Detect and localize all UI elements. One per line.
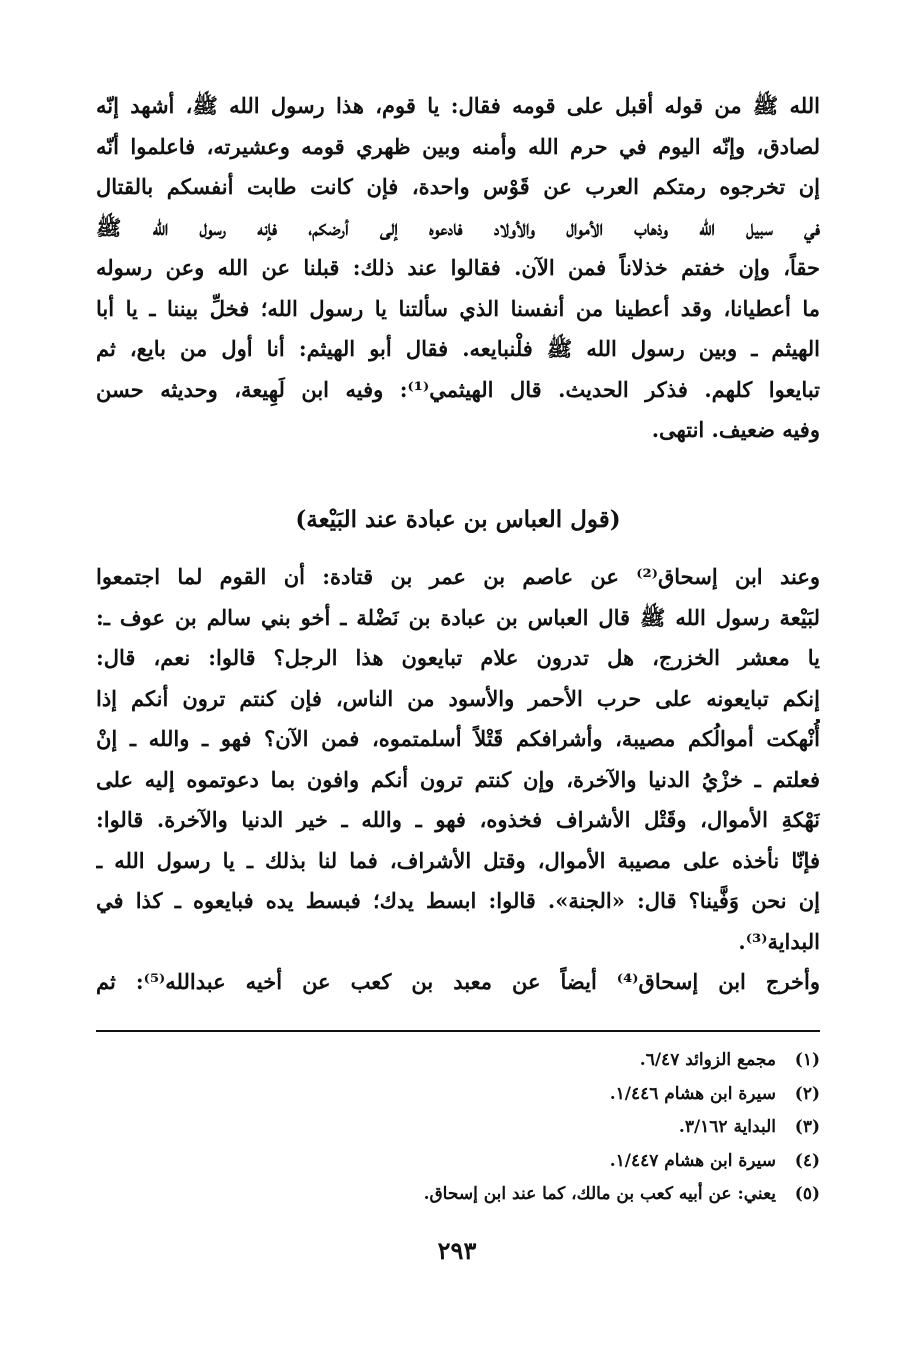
paragraph-2 <box>96 557 820 1003</box>
text-line: وفيه ضعيف. انتهى. <box>651 417 820 442</box>
text-line: تبايعوا كلهم. فذكر الحديث. قال الهيثمي⁽¹⁾: وفيه ابن لَهِيعة، وحديثه حسن <box>96 376 820 402</box>
text-line: في سبيل الله وذهاب الأموال والأولاد فادعوه إلى أرضكم، فإنه رسول الله ﷺ <box>96 214 820 240</box>
page-number: ٢٩٣ <box>437 1236 477 1265</box>
footnote-text: سيرة ابن هشام ١/٤٤٦. <box>609 1083 776 1104</box>
footnote-text: البداية ٣/١٦٢. <box>678 1117 776 1137</box>
text-line: فعلتم ـ خزْيُ الدنيا والآخرة، وإن كنتم ترون أنكم وافون بما دعوتموه إليه على <box>96 766 820 792</box>
footnote-text: مجمع الزوائد ٦/٤٧. <box>639 1050 776 1070</box>
footnote-number: (٥) <box>794 1184 820 1204</box>
text-line: فإنّا نأخذه على مصيبة الأموال، وقتل الأشراف، فما لنا بذلك ـ يا رسول الله ـ <box>96 847 820 873</box>
text-line: وعند ابن إسحاق⁽²⁾ عن عاصم بن عمر بن قتادة: أن القوم لما اجتمعوا <box>96 564 820 589</box>
footnote-item <box>96 1044 820 1078</box>
footnote-item <box>96 1111 820 1145</box>
text-line: حقاً، وإن خفتم خذلاناً فمن الآن. فقالوا عند ذلك: قبلنا عن الله وعن رسوله <box>96 255 820 280</box>
footnote-number: (٢) <box>794 1083 820 1104</box>
text-line: الهيثم ـ وبين رسول الله ﷺ فلْنبايعه. فقال أبو الهيثم: أنا أول من بايع، ثم <box>96 336 820 361</box>
text-line: أُنْهكت أموالُكم مصيبة، وأشرافكم قَتْلاً أسلمتموه، فمن الآن؟ فهو ـ والله ـ إنْ <box>96 726 820 751</box>
text-line: إن نحن وَفَّينا؟ قال: «الجنة». قالوا: ابسط يدك؛ فبسط يده فبايعوه ـ كذا في <box>96 888 820 913</box>
paragraph-1 <box>96 86 820 451</box>
footnote-item <box>96 1178 820 1212</box>
footnote-text: يعني: عن أبيه كعب بن مالك، كما عند ابن إسحاق. <box>423 1184 776 1204</box>
section-heading: (قول العباس بن عبادة عند البَيْعة) <box>295 506 621 533</box>
footnote-item <box>96 1078 820 1112</box>
text-line: البداية⁽³⁾. <box>738 928 820 954</box>
text-line: يا معشر الخزرج، هل تدرون علام تبايعون هذا الرجل؟ قالوا: نعم، قال: <box>96 645 820 670</box>
footnote-item <box>96 1145 820 1179</box>
footnote-number: (١) <box>794 1050 820 1070</box>
text-line: لصادق، وإنّه اليوم في حرم الله وأمنه وبين ظهري قومه وعشيرته، فاعلموا أنّه <box>96 133 820 159</box>
text-line: ما أعطيانا، وقد أعطينا من أنفسنا الذي سألتنا يا رسول الله؛ فخلِّ بيننا ـ يا أبا <box>96 295 820 321</box>
footnotes <box>96 1044 820 1212</box>
footnote-number: (٤) <box>794 1150 820 1171</box>
text-line: الله ﷺ من قوله أقبل على قومه فقال: يا قوم، هذا رسول الله ﷺ، أشهد إنّه <box>96 93 820 118</box>
text-line: لبَيْعة رسول الله ﷺ قال العباس بن عبادة بن نَضْلة ـ أخو بني سالم بن عوف ـ: <box>96 604 820 630</box>
footnote-divider <box>96 1030 820 1032</box>
footnote-number: (٣) <box>794 1117 820 1137</box>
text-line: وأخرج ابن إسحاق⁽⁴⁾ أيضاً عن معبد بن كعب عن أخيه عبدالله⁽⁵⁾: ثم <box>96 969 820 994</box>
text-line: نَهْكةِ الأموال، وقَتْل الأشراف فخذوه، فهو ـ والله ـ خير الدنيا والآخرة. قالوا: <box>96 807 820 832</box>
footnote-text: سيرة ابن هشام ١/٤٤٧. <box>609 1150 776 1171</box>
text-line: إنكم تبايعونه على حرب الأحمر والأسود من الناس، فإن كنتم ترون أنكم إذا <box>96 685 820 711</box>
text-line: إن تخرجوه رمتكم العرب عن قَوْس واحدة، فإن كانت طابت أنفسكم بالقتال <box>96 174 820 199</box>
